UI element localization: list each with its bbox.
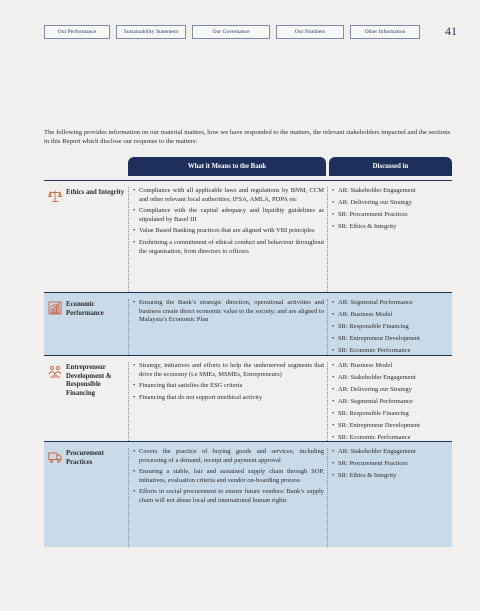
topic-title: Economic Performance [66,301,104,317]
scales-icon [48,189,62,203]
header-discussed: Discussed in [329,157,452,176]
list-item: • Financing that do not support unethical activity [132,394,324,403]
list-item: • AR: Business Model [331,362,452,371]
table-row [44,180,452,292]
page-number: 41 [445,24,457,38]
list-item: • AR: Delivering our Strategy [331,386,452,395]
discussed-cell [327,299,452,355]
table-header [128,157,452,176]
discussed-cell [327,448,452,547]
list-item: • SR: Economic Performance [331,347,452,356]
list-item: • SR: Ethics & Integrity [331,223,452,232]
list-item: • SR: Ethics & Integrity [331,472,452,481]
list-item: • AR: Segmental Performance [331,398,452,407]
list-item: • SR: Responsible Financing [331,410,452,419]
list-item: • SR: Economic Performance [331,434,452,443]
list-item: • SR: Entrepreneur Development [331,422,452,431]
list-item: • Efforts in social procurement to ensure future vendors/ Bank’s supply chain will not abuse local and international human rights [132,488,324,505]
nav-tab-sustainability[interactable]: Sustainability Statement [116,25,186,39]
discussed-cell [327,187,452,292]
nav-tab-numbers[interactable]: Our Numbers [276,25,344,39]
nav-tab-other-info[interactable]: Other Information [350,25,420,39]
meaning-cell [128,187,324,292]
truck-icon [48,450,62,464]
meaning-cell [128,448,324,547]
topic-title: Entrepreneur Development & Responsible Financing [66,364,112,397]
list-item: • SR: Responsible Financing [331,323,452,332]
meaning-cell [128,362,324,441]
list-item: • Compliance with all applicable laws and regulations by BNM, CCM and other relevant local authorities; IFSA, AMLA, PDPA etc [132,187,324,204]
list-item: • Covers the practice of buying goods and services; including processing of a demand, receipt and payment approval [132,448,324,465]
list-item: • AR: Business Model [331,311,452,320]
people-growth-icon [48,364,62,378]
list-item: • AR: Stakeholder Engagement [331,448,452,457]
topic-cell [48,450,126,467]
list-item: • Strategy, initiatives and efforts to help the underserved segments that drive the economy (i.e SMEs, MSMEs, Entrepreneurs) [132,362,324,379]
list-item: • Enshrining a commitment of ethical conduct and behaviour throughout the organisation, from directors to officers [132,239,324,256]
list-item: • Compliance with the capital adequacy and liquidity guidelines as stipulated by Basel III [132,207,324,224]
list-item: • Value Based Banking practices that are aligned with VBI principles [132,227,324,236]
list-item: • AR: Delivering our Strategy [331,199,452,208]
header-meaning: What it Means to the Bank [128,157,326,176]
nav-tab-governance[interactable]: Our Governance [192,25,270,39]
table-row [44,355,452,441]
intro-paragraph: The following provides information on our material matters, how we have responded to the matters, the relevant stakeholders impacted and the sections in this Report which disclose our response to the matters: [44,129,451,145]
topic-cell [48,189,126,203]
table-row [44,292,452,355]
discussed-cell [327,362,452,441]
list-item: • Ensuring the Bank’s strategic direction, operational activities and business create direct economic value to the society; and are aligned to Malaysia’s Economic Plan [132,299,324,325]
topic-title: Ethics and Integrity [66,189,125,196]
list-item: • AR: Segmental Performance [331,299,452,308]
topic-title: Procurement Practices [66,450,104,466]
list-item: • SR: Procurement Practices [331,211,452,220]
bar-chart-icon [48,301,62,315]
list-item: • SR: Entrepreneur Development [331,335,452,344]
list-item: • Ensuring a stable, fair and sustained supply chain through SOP, initiatives, evaluation criteria and vendor on-boarding process [132,468,324,485]
list-item: • AR: Stakeholder Engagement [331,187,452,196]
meaning-cell [128,299,324,355]
list-item: • Financing that satisfies the ESG criteria [132,382,324,391]
list-item: • AR: Stakeholder Engagement [331,374,452,383]
top-nav [44,25,414,39]
list-item: • SR: Procurement Practices [331,460,452,469]
nav-tab-performance[interactable]: Our Performance [44,25,110,39]
table-row [44,441,452,547]
topic-cell [48,364,126,398]
topic-cell [48,301,126,318]
